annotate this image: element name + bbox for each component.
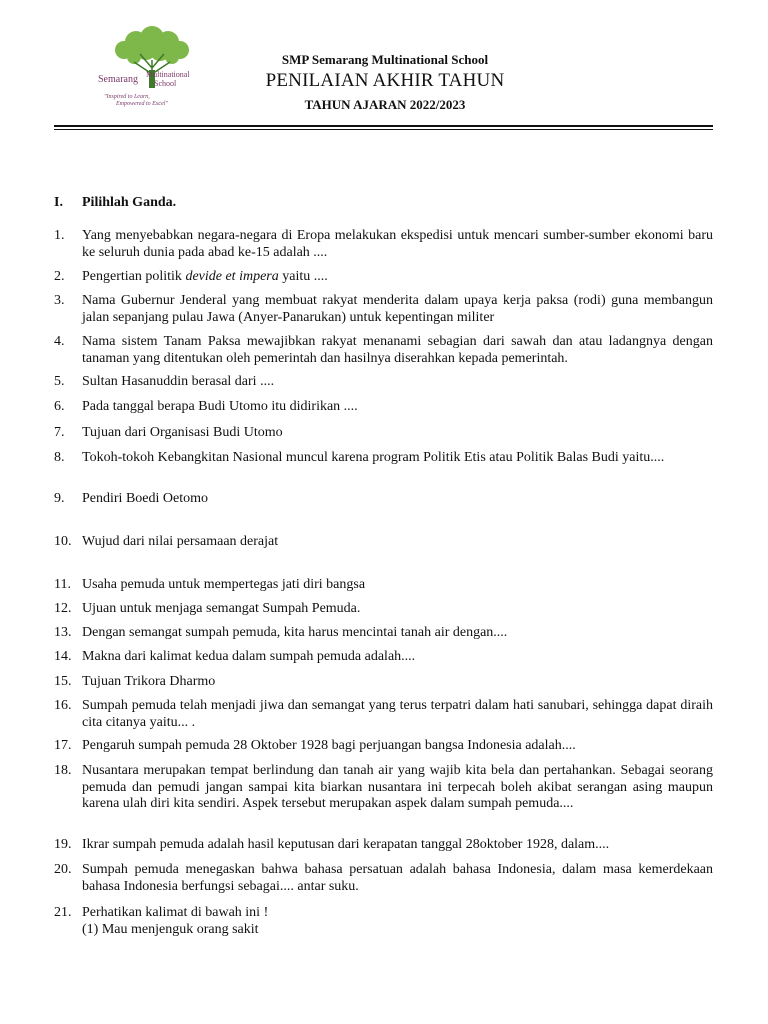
school-name: SMP Semarang Multinational School: [281, 52, 489, 67]
question-text: Pengertian politik devide et impera yaitu ....: [82, 269, 328, 284]
question-text: Nusantara merupakan tempat berlindung dan tanah air yang wajib kita bela dan pertahankan. Sebagai seorang pemuda dan pemudi jangan sampai kita biarkan nusantara ini terpecah boleh akibat serangan asing maupun karena ulah diri kita sendiri. Aspek tersebut merupakan aspek dalam sumpah pemuda....: [82, 763, 713, 811]
school-logo: [90, 24, 220, 112]
question-text: Ujuan untuk menjaga semangat Sumpah Pemuda.: [82, 601, 361, 616]
exam-title: PENILAIAN AKHIR TAHUN: [265, 70, 505, 91]
question-text: Sumpah pemuda telah menjadi jiwa dan semangat yang terus terpatri dalam hati sanubari, sehingga dapat diraih cita citanya yaitu... .: [82, 698, 713, 730]
question-text: Pendiri Boedi Oetomo: [82, 491, 208, 506]
header-divider-thin: [54, 129, 713, 130]
question-text: Tujuan Trikora Dharmo: [82, 674, 216, 689]
question-text: Sumpah pemuda menegaskan bahwa bahasa persatuan adalah bahasa Indonesia, dalam masa kemerdekaan bahasa Indonesia berfungsi sebagai.... antar suku.: [82, 862, 713, 894]
question-text: Yang menyebabkan negara-negara di Eropa melakukan ekspedisi untuk mencari sumber-sumber ekonomi baru ke seluruh dunia pada abad ke-15 adalah ....: [82, 228, 713, 260]
logo-tagline: "Inspired to Learn, Empowered to Excel": [104, 94, 168, 107]
question-text: Tokoh-tokoh Kebangkitan Nasional muncul karena program Politik Etis atau Politik Balas Budi yaitu....: [82, 450, 665, 465]
logo-name: Semarang: [98, 74, 138, 85]
question-sub-item: (1) Mau menjenguk orang sakit: [82, 921, 259, 937]
question-text: Nama sistem Tanam Paksa mewajibkan rakyat menanami sebagian dari sawah dan atau ladangnya dengan tanaman yang ditentukan oleh pemerintah dan hasilnya diserahkan kepada pemerintah.: [82, 334, 713, 366]
question-text: Nama Gubernur Jenderal yang membuat rakyat menderita dalam upaya kerja paksa (rodi) guna membangun jalan sepanjang pulau Jawa (Anyer-Panarukan) untuk kepentingan militer: [82, 293, 713, 325]
question-text: Ikrar sumpah pemuda adalah hasil keputusan dari kerapatan tanggal 28oktober 1928, dalam....: [82, 837, 610, 852]
question-text: Pada tanggal berapa Budi Utomo itu didirikan ....: [82, 399, 358, 414]
question-text: Pengaruh sumpah pemuda 28 Oktober 1928 bagi perjuangan bangsa Indonesia adalah....: [82, 738, 576, 753]
logo-subtitle: Multinational School: [146, 70, 190, 88]
question-text: Usaha pemuda untuk mempertegas jati diri bangsa: [82, 577, 366, 592]
question-text: Sultan Hasanuddin berasal dari ....: [82, 374, 275, 389]
question-text: Dengan semangat sumpah pemuda, kita harus mencintai tanah air dengan....: [82, 625, 508, 640]
academic-year: TAHUN AJARAN 2022/2023: [304, 97, 466, 112]
section-number: I.: [54, 195, 63, 210]
header-divider-thick: [54, 125, 713, 127]
question-text: Wujud dari nilai persamaan derajat: [82, 534, 279, 549]
question-text: Tujuan dari Organisasi Budi Utomo: [82, 425, 283, 440]
question-text: Perhatikan kalimat di bawah ini ! (1) Mau menjenguk orang sakit: [82, 905, 713, 938]
question-text: Makna dari kalimat kedua dalam sumpah pemuda adalah....: [82, 649, 416, 664]
section-title: Pilihlah Ganda.: [82, 195, 177, 210]
